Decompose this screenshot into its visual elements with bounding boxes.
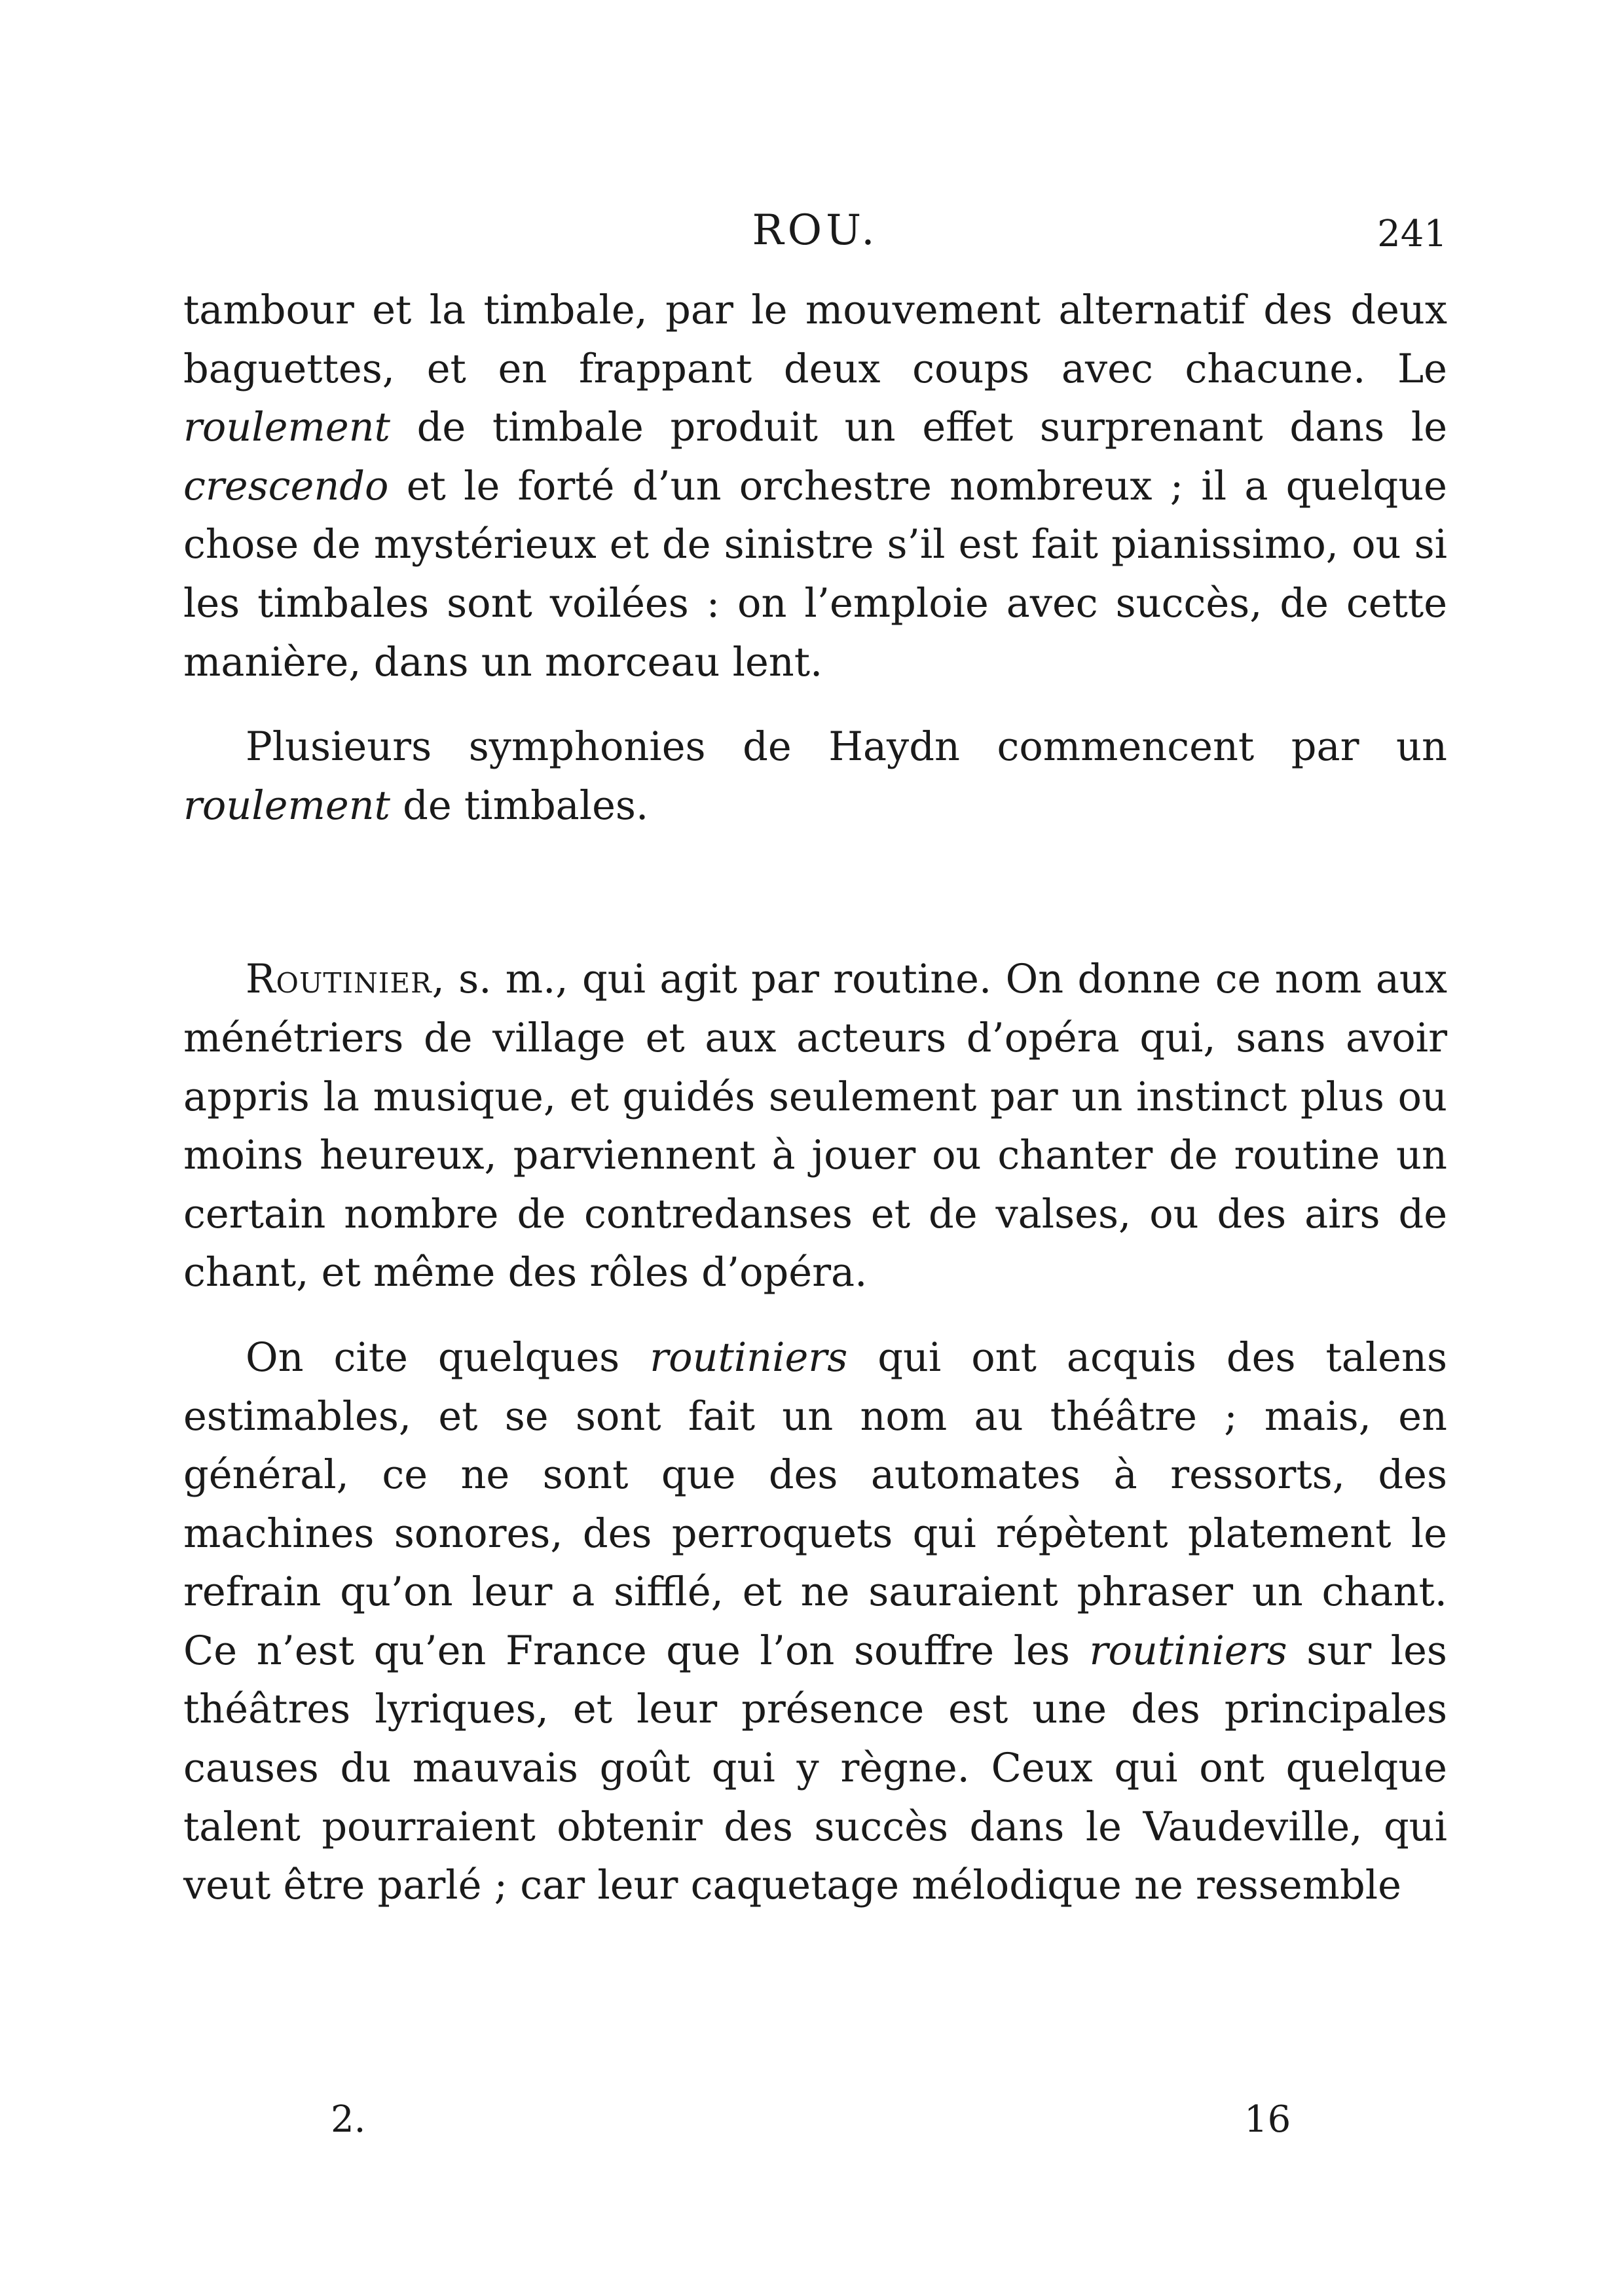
paragraph-haydn [183, 718, 1447, 835]
paragraph-routiniers [183, 1329, 1447, 1916]
text-run: On cite quelques [246, 1334, 650, 1381]
italic-term: routiniers [1089, 1628, 1287, 1674]
entry-headword: Routinier [246, 957, 432, 1003]
body-text [183, 282, 1447, 1916]
text-run: Plusieurs symphonies de Haydn commencent par un [246, 724, 1447, 771]
italic-term: routiniers [650, 1334, 848, 1381]
text-run: qui ont acquis des talens estimables, et se sont fait un nom au théâtre ; mais, en général, ce ne sont que des automates à ressorts, des machines sonores, des perroquets qui répètent platement le refrain qu’on leur a sifflé, et ne sauraient phraser un chant. Ce n’est qu’en France que l’on souffre les [183, 1334, 1447, 1674]
text-run: de timbale produit un effet surprenant dans le [390, 405, 1447, 451]
page-number: 241 [1377, 213, 1447, 255]
italic-term: crescendo [183, 463, 389, 509]
paragraph-continuation [183, 282, 1447, 692]
running-title: ROU. [752, 206, 879, 255]
italic-term: roulement [183, 405, 390, 451]
text-run: de timbales. [390, 782, 649, 829]
folio-signature: 16 [1244, 2098, 1291, 2141]
italic-term: roulement [183, 782, 390, 829]
text-run: sur les théâtres lyriques, et leur présence est une des principales causes du mauvais goût qui y règne. Ceux qui ont quelque talent pourraient obtenir des succès dans le Vaudeville, qui veut être parlé ; car leur caquetage mélodique ne ressemble [183, 1628, 1447, 1909]
signature-mark: 2. [331, 2098, 366, 2141]
text-run: tambour et la timbale, par le mouvement alternatif des deux baguettes, et en frappant deux coups avec chacune. Le [183, 287, 1447, 392]
running-head [183, 200, 1447, 272]
page-footer [183, 2098, 1447, 2151]
text-run: , s. m., qui agit par routine. On donne ce nom aux ménétriers de village et aux acteurs d’opéra qui, sans avoir appris la musique, et guidés seulement par un instinct plus ou moins heureux, parviennent à jouer ou chanter de routine un certain nombre de contredanses et de valses, ou des airs de chant, et même des rôles d’opéra. [183, 957, 1447, 1296]
entry-routinier [183, 951, 1447, 1303]
text-run: et le forté d’un orchestre nombreux ; il a quelque chose de mystérieux et de sinistre s’il est fait pianissimo, ou si les timbales sont voilées : on l’emploie avec succès, de cette manière, dans un morceau lent. [183, 463, 1447, 685]
